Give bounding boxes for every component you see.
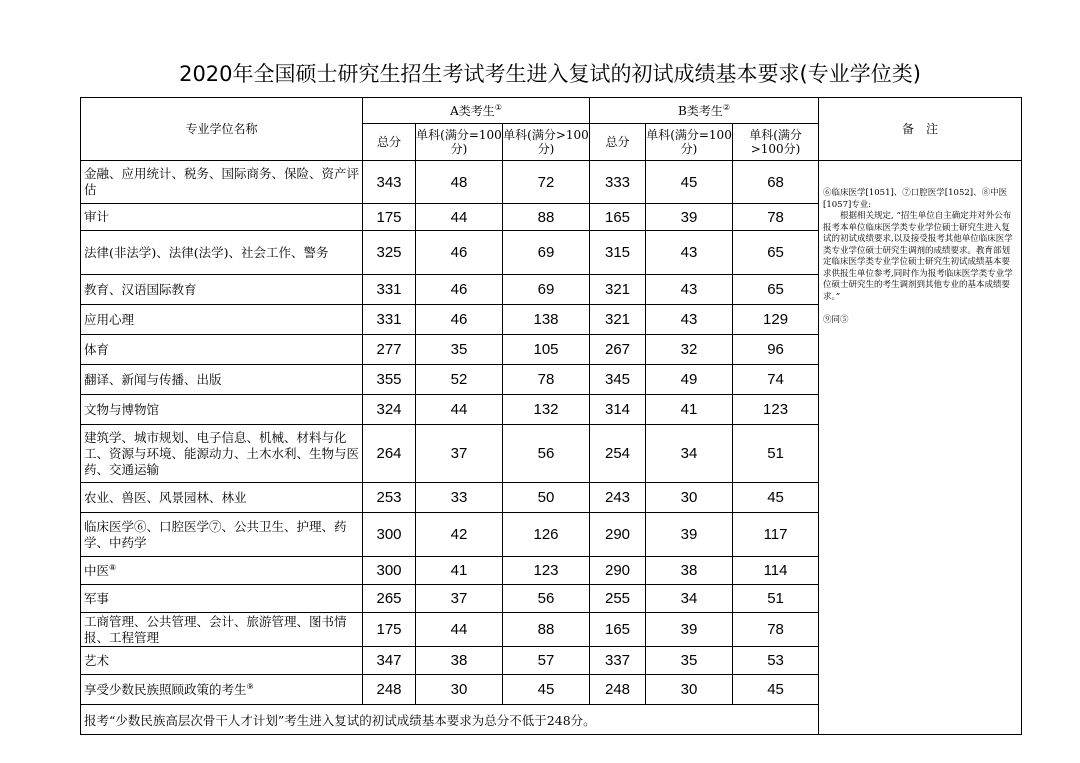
score-cell-b-sgt: 74 [733,365,819,395]
score-cell-b-sgt: 65 [733,275,819,305]
major-name-cell [81,275,363,305]
score-cell-b-s100: 43 [646,305,733,335]
score-cell-a-sgt: 69 [503,231,590,275]
header-a-single-100: 单科(满分=100分) [416,124,503,161]
score-cell-a-total: 347 [363,647,416,675]
score-cell-a-s100: 44 [416,613,503,647]
score-cell-a-sgt: 50 [503,483,590,513]
score-cell-b-sgt: 96 [733,335,819,365]
score-cell-a-total: 277 [363,335,416,365]
score-cell-b-sgt: 78 [733,613,819,647]
score-cell-a-s100: 37 [416,425,503,483]
table-body [81,161,1022,735]
score-cell-a-s100: 52 [416,365,503,395]
table-row [81,161,1022,204]
score-cell-b-sgt: 117 [733,513,819,557]
major-name-cell [81,483,363,513]
score-cell-b-s100: 39 [646,204,733,231]
score-cell-b-total: 243 [590,483,646,513]
score-cell-b-s100: 34 [646,585,733,613]
major-name: 法律(非法学)、法律(法学)、社会工作、警务 [84,244,329,260]
score-cell-b-sgt: 129 [733,305,819,335]
major-name: 军事 [84,590,110,606]
score-cell-b-s100: 39 [646,513,733,557]
score-cell-b-total: 337 [590,647,646,675]
score-cell-b-total: 290 [590,513,646,557]
score-cell-a-sgt: 138 [503,305,590,335]
major-name: 工商管理、公共管理、会计、旅游管理、图书情报、工程管理 [84,613,347,645]
major-name: 临床医学⑥、口腔医学⑦、公共卫生、护理、药学、中药学 [84,518,347,550]
score-cell-b-s100: 30 [646,483,733,513]
score-cell-a-total: 300 [363,513,416,557]
major-name-cell [81,204,363,231]
major-name-cell [81,557,363,585]
header-group-a-label: A类考生 [450,103,495,118]
score-cell-b-sgt: 53 [733,647,819,675]
score-cell-b-sgt: 51 [733,425,819,483]
score-cell-b-total: 290 [590,557,646,585]
major-name-cell [81,305,363,335]
major-name: 金融、应用统计、税务、国际商务、保险、资产评估 [84,166,360,197]
score-cell-a-sgt: 45 [503,675,590,705]
major-name-cell [81,675,363,705]
header-remarks: 备 注 [819,98,1022,161]
remarks-text-3: ⑨同⑤ [823,315,849,325]
major-name: 中医 [84,562,110,578]
score-cell-b-total: 254 [590,425,646,483]
score-cell-b-total: 314 [590,395,646,425]
score-cell-b-sgt: 65 [733,231,819,275]
score-cell-a-sgt: 78 [503,365,590,395]
score-cell-a-total: 331 [363,275,416,305]
score-cell-b-total: 345 [590,365,646,395]
page-title: 2020年全国硕士研究生招生考试考生进入复试的初试成绩基本要求(专业学位类) [179,62,921,86]
score-cell-b-s100: 39 [646,613,733,647]
major-name-cell [81,335,363,365]
score-cell-a-sgt: 69 [503,275,590,305]
score-cell-a-s100: 30 [416,675,503,705]
score-cell-b-total: 248 [590,675,646,705]
major-name-cell [81,513,363,557]
score-cell-b-total: 321 [590,275,646,305]
major-name-cell [81,647,363,675]
score-cell-b-sgt: 114 [733,557,819,585]
header-a-total: 总分 [363,124,416,161]
remarks-text-2: 根据相关规定, “招生单位自主确定并对外公布报考本单位临床医学类专业学位硕士研究生进入复试的初试成绩要求,以及接受报考其他单位临床医学类专业学位硕士研究生调剂的成绩要求。教育部划定临床医学类专业学位硕士研究生初试成绩基本要求供报生单位参考,同时作为报考临床医学类专业学位硕士研究生的考生调剂到其他专业的基本成绩要求。” [823,211,1013,302]
major-name-cell [81,425,363,483]
score-cell-b-s100: 32 [646,335,733,365]
score-cell-b-sgt: 51 [733,585,819,613]
score-cell-b-sgt: 45 [733,483,819,513]
major-name-cell [81,585,363,613]
score-cell-a-sgt: 123 [503,557,590,585]
major-name: 翻译、新闻与传播、出版 [84,371,222,387]
score-cell-a-sgt: 132 [503,395,590,425]
major-name: 文物与博物馆 [84,401,160,417]
score-cell-a-sgt: 57 [503,647,590,675]
major-name: 享受少数民族照顾政策的考生 [84,681,247,697]
header-major-name: 专业学位名称 [81,98,363,161]
score-cell-b-total: 255 [590,585,646,613]
score-cell-a-sgt: 88 [503,204,590,231]
score-cell-a-s100: 44 [416,395,503,425]
score-cell-a-total: 175 [363,613,416,647]
major-name-cell [81,231,363,275]
major-name: 教育、汉语国际教育 [84,281,197,297]
header-b-single-100: 单科(满分=100分) [646,124,733,161]
score-cell-a-s100: 37 [416,585,503,613]
score-cell-a-total: 253 [363,483,416,513]
score-cell-a-sgt: 88 [503,613,590,647]
score-cell-a-s100: 38 [416,647,503,675]
major-name-cell [81,161,363,204]
score-cell-b-total: 165 [590,204,646,231]
header-a-single-gt100: 单科(满分>100分) [503,124,590,161]
score-cell-a-sgt: 56 [503,425,590,483]
header-group-b-mark: ② [722,102,731,112]
remarks-text-1: ⑥临床医学[1051]、⑦口腔医学[1052]、⑧中医[1057]专业: [823,188,1008,210]
major-name: 建筑学、城市规划、电子信息、机械、材料与化工、资源与环境、能源动力、土木水利、生物与医药、交通运输 [84,429,360,477]
score-cell-a-total: 324 [363,395,416,425]
score-cell-b-s100: 30 [646,675,733,705]
score-cell-a-total: 325 [363,231,416,275]
major-name: 农业、兽医、风景园林、林业 [84,489,247,505]
score-cell-a-total: 264 [363,425,416,483]
score-cell-a-sgt: 72 [503,161,590,204]
major-name: 审计 [84,209,110,224]
score-cell-b-s100: 38 [646,557,733,585]
header-b-single-gt100: 单科(满分>100分) [733,124,819,161]
score-cell-b-total: 333 [590,161,646,204]
header-group-a [363,98,590,124]
header-b-total: 总分 [590,124,646,161]
footnote-mark: ⑧ [109,562,117,572]
major-name: 体育 [84,341,110,357]
remarks-cell [819,161,1022,735]
major-name-cell [81,395,363,425]
score-cell-b-s100: 34 [646,425,733,483]
header-group-b-label: B类考生 [678,103,723,118]
major-name: 应用心理 [84,311,135,327]
score-requirements-table [80,97,1022,735]
score-cell-b-s100: 35 [646,647,733,675]
footnote-mark: ⑨ [246,681,254,691]
score-cell-a-sgt: 56 [503,585,590,613]
score-cell-b-s100: 43 [646,275,733,305]
score-cell-b-s100: 41 [646,395,733,425]
score-cell-a-s100: 42 [416,513,503,557]
score-cell-b-s100: 49 [646,365,733,395]
score-cell-b-sgt: 45 [733,675,819,705]
score-cell-a-s100: 44 [416,204,503,231]
header-group-a-mark: ① [494,102,502,112]
score-cell-a-total: 265 [363,585,416,613]
score-cell-b-total: 315 [590,231,646,275]
score-cell-b-s100: 43 [646,231,733,275]
score-cell-a-total: 300 [363,557,416,585]
score-cell-b-total: 165 [590,613,646,647]
score-cell-b-sgt: 68 [733,161,819,204]
score-cell-b-total: 267 [590,335,646,365]
score-cell-b-total: 321 [590,305,646,335]
score-cell-a-sgt: 126 [503,513,590,557]
score-cell-a-total: 343 [363,161,416,204]
score-cell-a-total: 248 [363,675,416,705]
score-cell-a-s100: 33 [416,483,503,513]
header-group-b [590,98,819,124]
score-cell-a-total: 331 [363,305,416,335]
major-name-cell [81,613,363,647]
score-cell-a-total: 175 [363,204,416,231]
score-cell-a-s100: 48 [416,161,503,204]
score-cell-a-sgt: 105 [503,335,590,365]
score-cell-a-s100: 35 [416,335,503,365]
score-cell-a-s100: 41 [416,557,503,585]
score-cell-b-sgt: 123 [733,395,819,425]
score-cell-a-s100: 46 [416,275,503,305]
major-name-cell [81,365,363,395]
score-cell-a-total: 355 [363,365,416,395]
score-cell-b-s100: 45 [646,161,733,204]
major-name: 艺术 [84,652,110,668]
score-cell-b-sgt: 78 [733,204,819,231]
footer-note: 报考“少数民族高层次骨干人才计划”考生进入复试的初试成绩基本要求为总分不低于248分。 [81,705,819,735]
score-cell-a-s100: 46 [416,231,503,275]
score-cell-a-s100: 46 [416,305,503,335]
